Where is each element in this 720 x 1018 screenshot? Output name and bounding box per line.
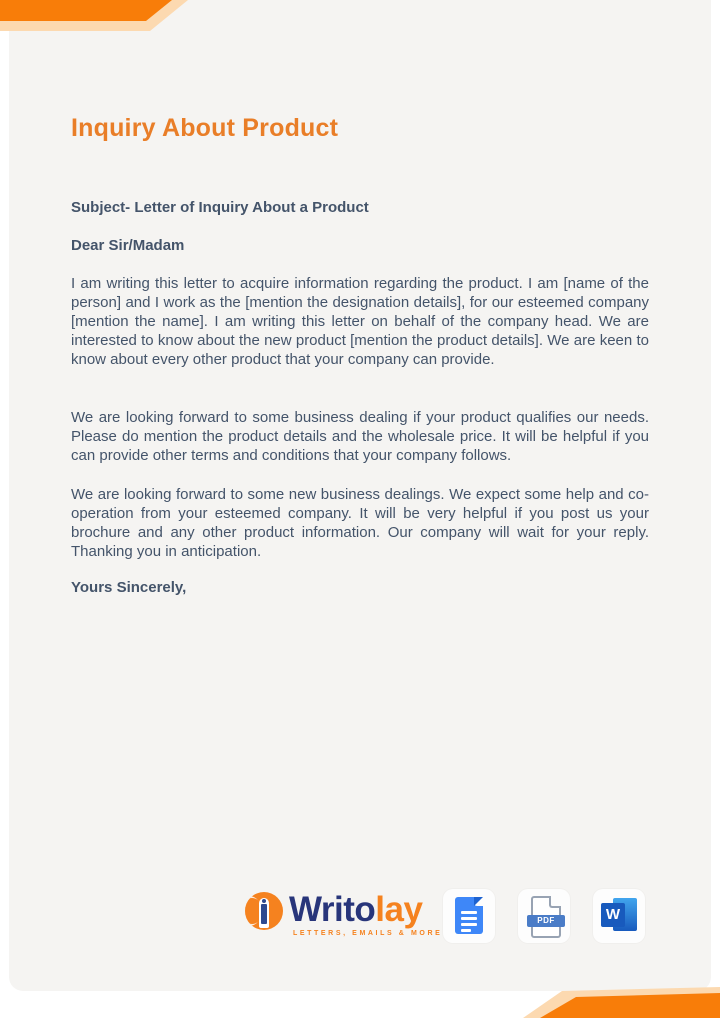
brand-name-secondary: lay [375, 890, 423, 929]
ms-word-icon [593, 889, 645, 943]
subject-line: Subject- Letter of Inquiry About a Product [71, 199, 369, 216]
pdf-download-button[interactable] [518, 889, 570, 943]
word-icon-letter: W [601, 903, 625, 927]
google-docs-download-button[interactable] [443, 889, 495, 943]
google-docs-icon [455, 897, 483, 934]
word-download-button[interactable] [593, 889, 645, 943]
brand-pen-icon [245, 892, 283, 930]
pdf-icon [531, 896, 561, 938]
brand-tagline: LETTERS, EMAILS & MORE [293, 930, 443, 937]
footer [0, 882, 720, 952]
closing-line: Yours Sincerely, [71, 579, 187, 596]
brand-name-primary: Writo [289, 890, 376, 929]
page-title: Inquiry About Product [71, 114, 339, 142]
pdf-icon-label: PDF [527, 915, 565, 927]
brand-wordmark [289, 890, 422, 930]
salutation: Dear Sir/Madam [71, 237, 185, 254]
letter-paragraph-1: I am writing this letter to acquire information regarding the product. I am [name of the person] and I work as the [mention the designation details], for our esteemed company [mention the name]. I am writing this letter on behalf of the company head. We are interested to know about the new product [mention the product details]. We are keen to know about every other product that your company can provide. [71, 275, 649, 368]
writolay-logo[interactable] [245, 890, 443, 946]
letter-paragraph-2: We are looking forward to some business dealing if your product qualifies our needs. Please do mention the product details and the wholesale price. It will be helpful if you can provide other terms and conditions that your company follows. [71, 409, 649, 464]
letter-paragraph-3: We are looking forward to some new business dealings. We expect some help and co-operation from your esteemed company. It will be very helpful if you post us your brochure and any other product information. Our company will wait for your reply. Thanking you in anticipation. [71, 486, 649, 560]
